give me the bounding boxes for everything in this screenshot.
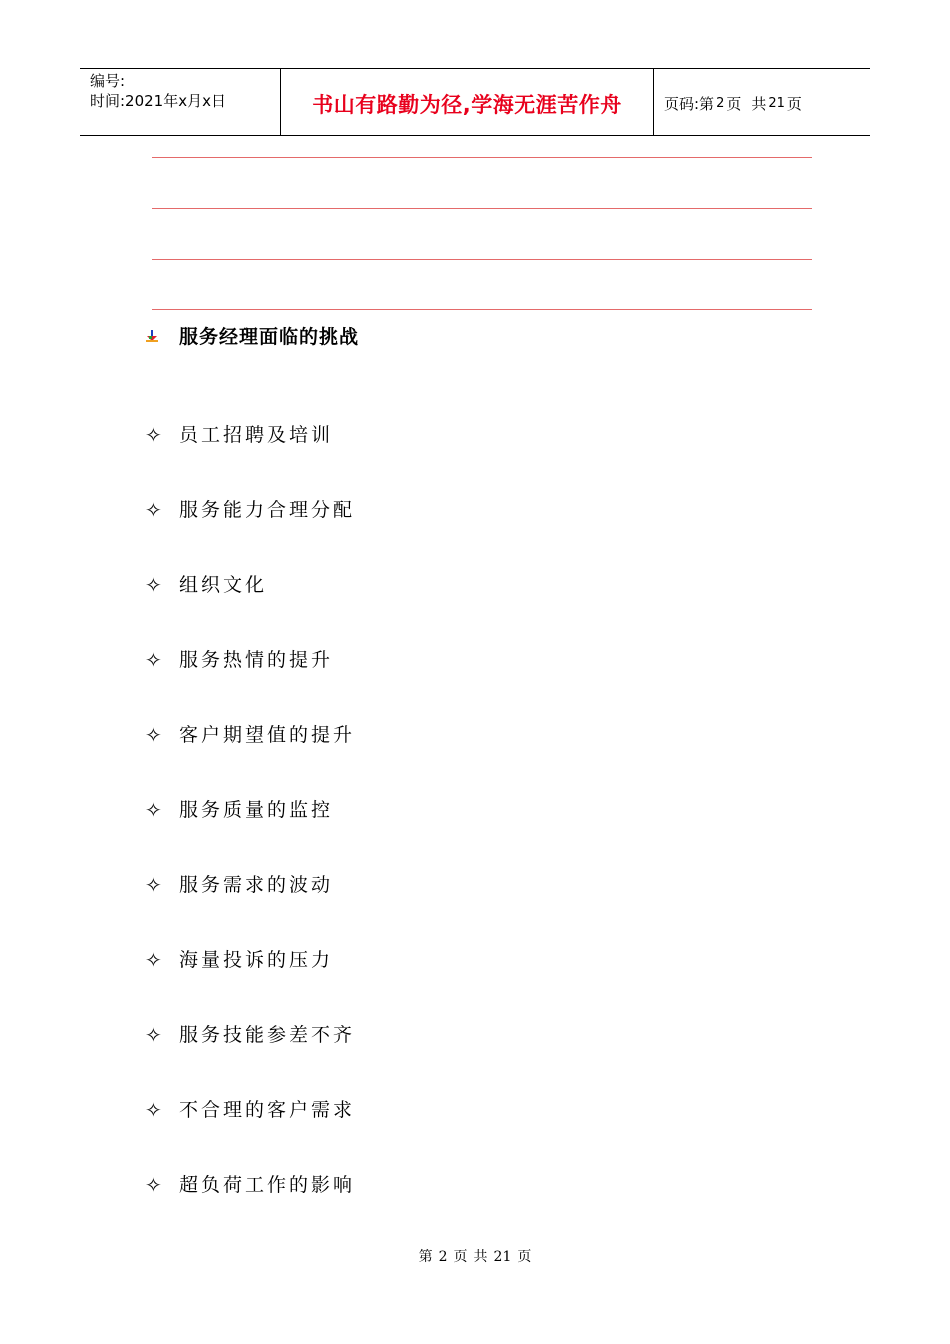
time-label: 时间:2021年x月x日 — [90, 92, 226, 110]
page-current: 2 — [716, 95, 725, 111]
four-point-star-icon: ✧ — [145, 1098, 162, 1122]
number-label: 编号: — [90, 72, 126, 90]
list-item-text: 不合理的客户需求 — [179, 1099, 356, 1121]
list-item-text: 服务热情的提升 — [179, 649, 334, 671]
page-footer — [0, 1246, 950, 1266]
list-item-text: 员工招聘及培训 — [179, 424, 334, 446]
ruled-line — [152, 259, 812, 260]
four-point-star-icon: ✧ — [145, 573, 162, 597]
list-item — [145, 720, 355, 795]
footer-total: 21 — [493, 1249, 512, 1265]
list-item — [145, 870, 355, 945]
header-info-cell — [80, 69, 281, 135]
challenge-list — [145, 420, 355, 1245]
ruled-line — [152, 208, 812, 209]
list-item — [145, 1020, 355, 1095]
ruled-line — [152, 157, 812, 158]
list-item-text: 海量投诉的压力 — [179, 949, 334, 971]
page-suffix: 页 — [786, 94, 802, 113]
section-title: 服务经理面临的挑战 — [179, 326, 360, 348]
list-item-text: 服务技能参差不齐 — [179, 1024, 356, 1046]
list-item-text: 服务需求的波动 — [179, 874, 334, 896]
page-header — [80, 68, 870, 136]
footer-page: 页 — [453, 1249, 468, 1265]
list-item — [145, 1095, 355, 1170]
colored-arrow-bullet-icon — [145, 329, 159, 343]
list-item — [145, 795, 355, 870]
list-item — [145, 570, 355, 645]
four-point-star-icon: ✧ — [145, 798, 162, 822]
ruled-line — [152, 309, 812, 310]
four-point-star-icon: ✧ — [145, 1173, 162, 1197]
four-point-star-icon: ✧ — [145, 723, 162, 747]
page-total: 21 — [768, 95, 785, 111]
four-point-star-icon: ✧ — [145, 498, 162, 522]
list-item — [145, 1170, 355, 1245]
list-item — [145, 945, 355, 1020]
four-point-star-icon: ✧ — [145, 873, 162, 897]
section-heading — [145, 322, 359, 349]
list-item-text: 超负荷工作的影响 — [179, 1174, 356, 1196]
header-motto-cell — [281, 69, 654, 135]
motto-text: 书山有路勤为径,学海无涯苦作舟 — [312, 93, 622, 117]
page-total-prefix: 共 — [751, 94, 767, 113]
footer-first: 第 — [418, 1249, 433, 1265]
four-point-star-icon: ✧ — [145, 423, 162, 447]
list-item — [145, 495, 355, 570]
footer-page2: 页 — [517, 1249, 532, 1265]
list-item — [145, 645, 355, 720]
list-item-text: 服务能力合理分配 — [179, 499, 356, 521]
list-item-text: 组织文化 — [179, 574, 268, 596]
four-point-star-icon: ✧ — [145, 948, 162, 972]
list-item-text: 服务质量的监控 — [179, 799, 334, 821]
page-mid: 页 — [726, 94, 742, 113]
list-item — [145, 420, 355, 495]
footer-total-label: 共 — [473, 1249, 488, 1265]
list-item-text: 客户期望值的提升 — [179, 724, 356, 746]
footer-current: 2 — [438, 1249, 448, 1265]
four-point-star-icon: ✧ — [145, 1023, 162, 1047]
header-page-cell — [654, 69, 870, 135]
page-prefix: 页码:第 — [664, 94, 715, 113]
four-point-star-icon: ✧ — [145, 648, 162, 672]
